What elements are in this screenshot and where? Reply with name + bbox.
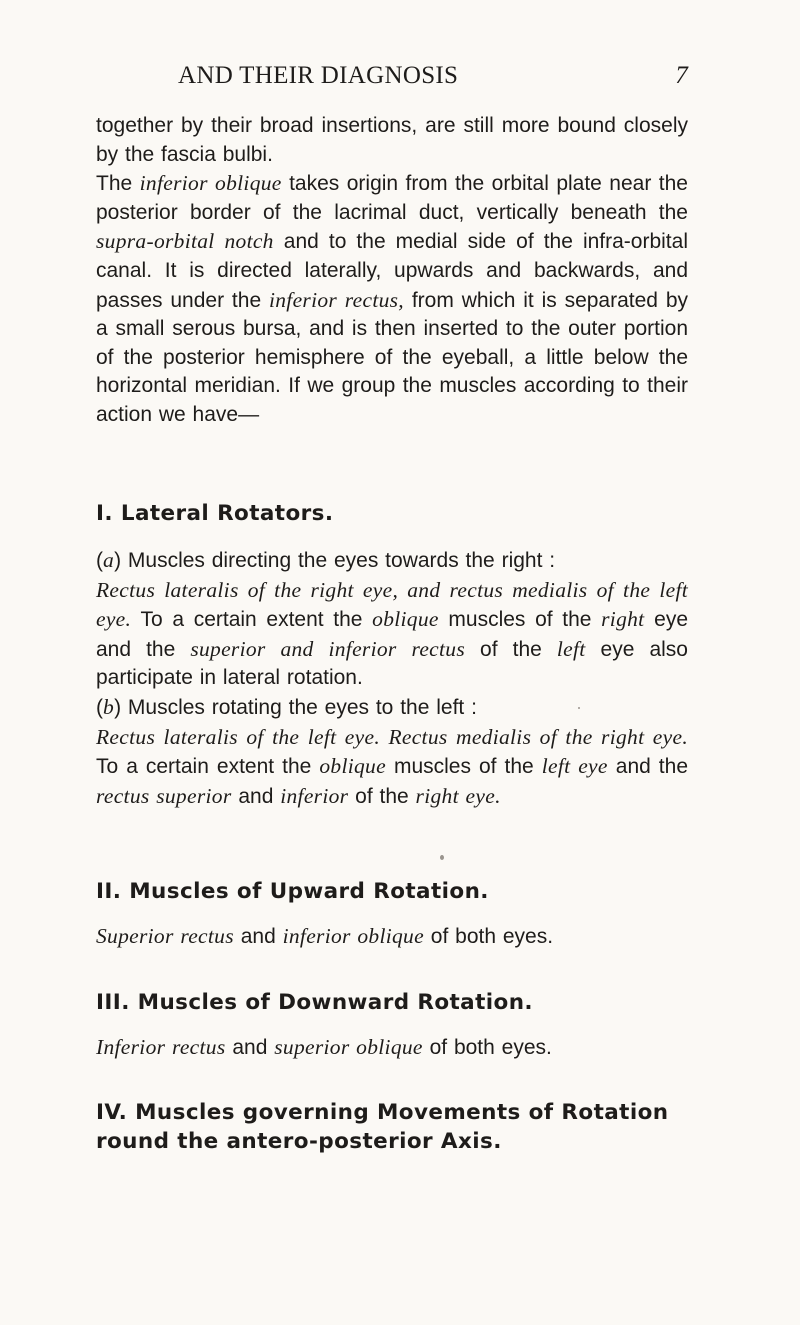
- text-run: and: [233, 925, 283, 948]
- upward-rotation-text: [96, 922, 688, 952]
- paren-open: (: [96, 549, 103, 572]
- italic-term: rectus superior: [96, 783, 232, 808]
- running-head-title: AND THEIR DIAGNOSIS: [178, 62, 459, 89]
- item-text: Muscles rotating the eyes to the left :: [121, 695, 477, 719]
- text-run: eye also participate in lateral rotation.: [96, 637, 688, 690]
- section-lateral-rotators: [96, 500, 688, 529]
- body-text: [96, 112, 688, 430]
- text-run: of the: [465, 637, 557, 661]
- italic-term: Inferior rectus: [96, 1035, 226, 1059]
- item-text: Muscles directing the eyes towards the right :: [121, 549, 556, 572]
- paren-close: ): [114, 695, 122, 719]
- text-run: eye and the: [96, 608, 688, 661]
- print-speck: [578, 707, 580, 709]
- upward-rotation-body: [96, 922, 688, 952]
- text-run: of both eyes.: [423, 925, 554, 948]
- text-run: muscles of the: [438, 608, 602, 632]
- page-number: 7: [675, 62, 688, 89]
- heading-antero-posterior-rotation: IV. Muscles governing Movements of Rotation round the antero-posterior Axis.: [96, 1100, 669, 1154]
- paragraph-fascia-bulbi: together by their broad insertions, are still more bound closely by the fascia bulbi.: [96, 114, 688, 166]
- italic-term: Rectus lateralis of the left eye. Rectus medialis of the right eye.: [96, 724, 688, 749]
- section-upward-rotation: [96, 878, 688, 907]
- section-downward-rotation: [96, 989, 688, 1018]
- paragraph-inferior-oblique: [96, 169, 688, 429]
- italic-term: superior oblique: [274, 1035, 423, 1059]
- text-run: muscles of the: [385, 755, 542, 779]
- italic-term: inferior oblique: [139, 171, 282, 196]
- italic-term: oblique: [372, 607, 439, 632]
- italic-term: inferior: [280, 783, 349, 808]
- text-run: and the: [607, 755, 688, 779]
- text-run: of the: [348, 784, 416, 808]
- text-run: The: [96, 172, 140, 196]
- italic-term: superior and inferior rectus: [190, 636, 466, 661]
- text-run: from which it is separated by a small serous bursa, and is then inserted to the outer portion of the posterior hemisphere of the eyeball, a little below the horizontal meridian. If we group the muscles according to their action we have—: [96, 288, 689, 426]
- paren-open: (: [96, 695, 103, 719]
- item-a: [96, 546, 688, 576]
- text-run: and to the medial side of the infra-orbital canal. It is directed laterally, upwards and backwards, and passes under the: [96, 230, 688, 312]
- section-antero-posterior: [96, 1099, 688, 1156]
- heading-upward-rotation: II. Muscles of Upward Rotation.: [96, 879, 489, 904]
- italic-term: right: [601, 607, 645, 632]
- text-run: To a certain extent the: [96, 755, 320, 779]
- text-run: and: [231, 784, 281, 808]
- downward-rotation-text: [96, 1033, 688, 1063]
- text-run: takes origin from the orbital plate near the posterior border of the lacrimal duct, vertically beneath the: [96, 172, 688, 224]
- italic-term: left eye: [541, 754, 608, 779]
- downward-rotation-body: [96, 1033, 688, 1063]
- italic-term: left: [556, 636, 586, 661]
- italic-term: Superior rectus: [96, 924, 234, 948]
- heading-lateral-rotators: I. Lateral Rotators.: [96, 501, 334, 526]
- text-run: To a certain extent the: [131, 608, 373, 632]
- text-run: and: [225, 1036, 275, 1059]
- italic-term: right eye.: [415, 783, 501, 808]
- item-a-detail: [96, 576, 688, 693]
- item-b: [96, 693, 688, 723]
- heading-downward-rotation: III. Muscles of Downward Rotation.: [96, 990, 533, 1015]
- italic-term: oblique: [319, 754, 386, 779]
- print-speck: [440, 855, 444, 860]
- italic-term: supra-orbital notch: [96, 229, 274, 254]
- item-b-detail: [96, 723, 688, 812]
- running-head: [96, 62, 688, 98]
- italic-term: inferior rectus,: [268, 287, 404, 312]
- paren-close: ): [114, 549, 122, 572]
- lateral-rotators-body: [96, 546, 688, 811]
- italic-term: Rectus lateralis of the right eye, and rectus medialis of the left eye.: [96, 577, 688, 632]
- item-letter: a: [103, 548, 115, 572]
- item-letter: b: [103, 694, 115, 719]
- italic-term: inferior oblique: [282, 924, 424, 948]
- text-run: of both eyes.: [422, 1036, 552, 1059]
